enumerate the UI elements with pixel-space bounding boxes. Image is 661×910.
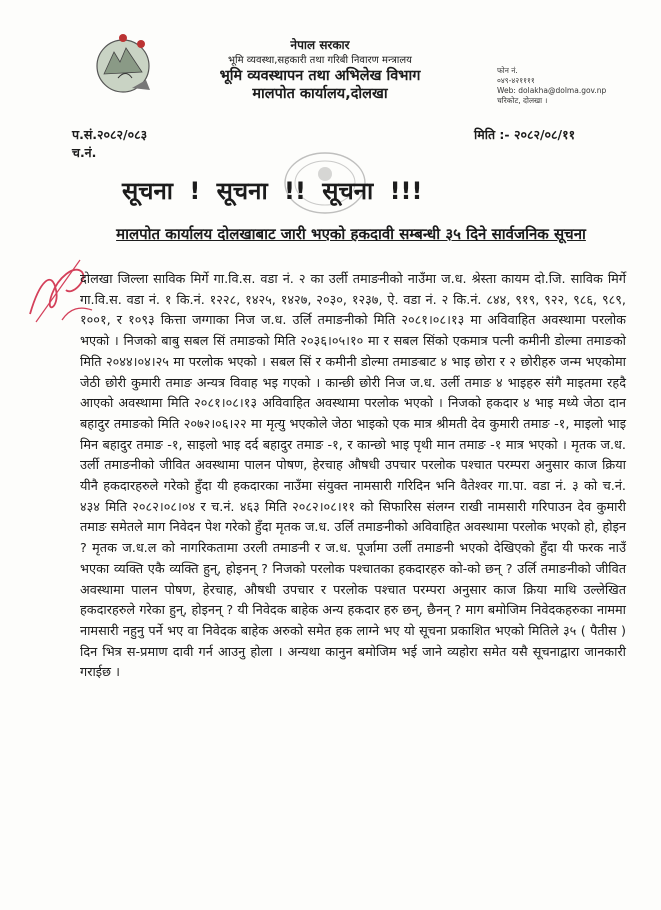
notice-body: दोलखा जिल्ला साविक मिर्गे गा.वि.स. वडा नं. २ का उर्ली तमाङनीको नाउँमा ज.ध. श्रेस्ता कायम दो.जि. साविक मिर्गे गा.वि.स. वडा नं. १ कि.नं. १२२८, १४२५, १४२७, २०३०, १२३७, ऐ. वडा नं. २ कि.नं. ८४४, ९१९, ९२२, ९८६, ९८९, १००१, र १०९३ कित्ता जग्गाका निज ज.ध. उर्लि तमाङनीको मिति २०८१।०८।१३ मा अविवाहित अवस्थामा परलोक भएको । निजको बाबु सबल सिं तमाङको मिति २०३६।०५।१० मा र सबल सिंको एकमात्र पत्नी कमीनी डोल्मा तमाङको मिति २०४४।०४।२५ मा परलोक भएको । सबल सिं र कमीनी डोल्मा तमाङबाट ४ भाइ छोरा र २ छोरीहरु जन्म भएकोमा जेठी छोरी कुमारी तमाङ अन्यत्र विवाह भइ गएको । कान्छी छोरी निज ज.ध. उर्ली तमाङ ४ भाइहरु संगै माइतमा रहदै आएको अवस्थामा मिति २०८१।०८।१३ अविवाहित अवस्थामा परलोक भएको । निजको हकदार ४ भाइ मध्ये जेठा दान बहादुर तमाङको मिति २०७२।०६।२२ मा मृत्यु भएकोले जेठा भाइको एक मात्र श्रीमती देव कुमारी तमाङ -१, माइलो भाइ मिन बहादुर तमाङ -१, साइलो भाइ दर्द बहादुर तमाङ -१, र कान्छो भाइ पृथी मान तमाङ -१ मात्र भएको । मृतक ज.ध. उर्ली तमाङनीको जीवित अवस्थामा पालन पोषण, हेरचाह औषधी उपचार परलोक पश्चात परम्परा अनुसार काज क्रिया यीनै हकदारहरुले गरेको हुँदा यी हकदारका नाउँमा संयुक्त नामसारी गरिदिन भनि वैतेश्वर गा.पा. वडा नं. ३ को च.नं. ४३४ मिति २०८२।०८।०४ र च.नं. ४६३ मिति २०८२।०८।११ को सिफारिस संलग्न राखी नामसारी गरिपाउन देव कुमारी तमाङ समेतले माग निवेदन पेश गरेको हुँदा मृतक ज.ध. उर्लि तमाङनीको अविवाहित अवस्थामा परलोक भएको हो, होइन ? मृतक ज.ध.ल को नागरिकतामा उरली तमाङनी र ज.ध. पूर्जामा उर्ली तमाङनी भएको देखिएको हुँदा यी फरक नाउँ भएका व्यक्ति एकै व्यक्ति हुन्, होइनन् ? निजको परलोक पश्चातका हकदारहरु को-को छन् ? उर्लि तमाङनीको जीवित अवस्थामा पालन पोषण, हेरचाह, औषधी उपचार र परलोक पश्चात परम्परा अनुसार काज क्रिया माथि उल्लेखित हकदारहरुले गरेका हुन्, होइनन् ? यी निवेदक बाहेक अन्य हकदार हरु छन्, छैनन् ? माग बमोजिम निवेदकहरुका नाममा नामसारी नहुनु पर्ने भए वा निवेदक बाहेक अरुको समेत हक लाग्ने भए यो सूचना प्रकाशित भएको मितिले ३५ ( पैतीस ) दिन भित्र स-प्रमाण दावी गर्न आउनु होला । अन्यथा कानुन बमोजिम भई जाने व्यहोरा समेत यसै सूचनाद्वारा जानकारी गराईछ । xyxy=(80,272,626,681)
reference-block xyxy=(72,126,147,162)
office-name: मालपोत कार्यालय,दोलखा xyxy=(252,86,388,103)
government-name: नेपाल सरकार xyxy=(290,38,350,52)
phone-number: ०४९-४२११११ xyxy=(497,75,535,85)
department-name: भूमि व्यवस्थापन तथा अभिलेख विभाग xyxy=(219,67,421,84)
letter-number: प.सं.२०८२/०८३ xyxy=(72,127,148,142)
notice-heading: सूचना ! सूचना !! सूचना !!! xyxy=(122,177,423,205)
web-address: Web: dolakha@dolma.gov.np xyxy=(497,85,607,95)
ministry-name: भूमि व्यवस्था,सहकारी तथा गरिबी निवारण मन्त्रालय xyxy=(228,54,412,66)
contact-block xyxy=(497,66,606,106)
dispatch-number: च.नं. xyxy=(72,145,97,161)
nepal-emblem-icon xyxy=(88,28,158,98)
letter-date: मिति :- २०८२/०८/११ xyxy=(474,127,576,142)
phone-label: फोन नं. xyxy=(497,66,518,75)
letterhead xyxy=(170,38,470,104)
notice-subject: मालपोत कार्यालय दोलखाबाट जारी भएको हकदावी सम्बन्धी ३५ दिने सार्वजनिक सूचना xyxy=(116,225,586,243)
office-address: चरिकोट, दोलखा । xyxy=(497,95,548,105)
